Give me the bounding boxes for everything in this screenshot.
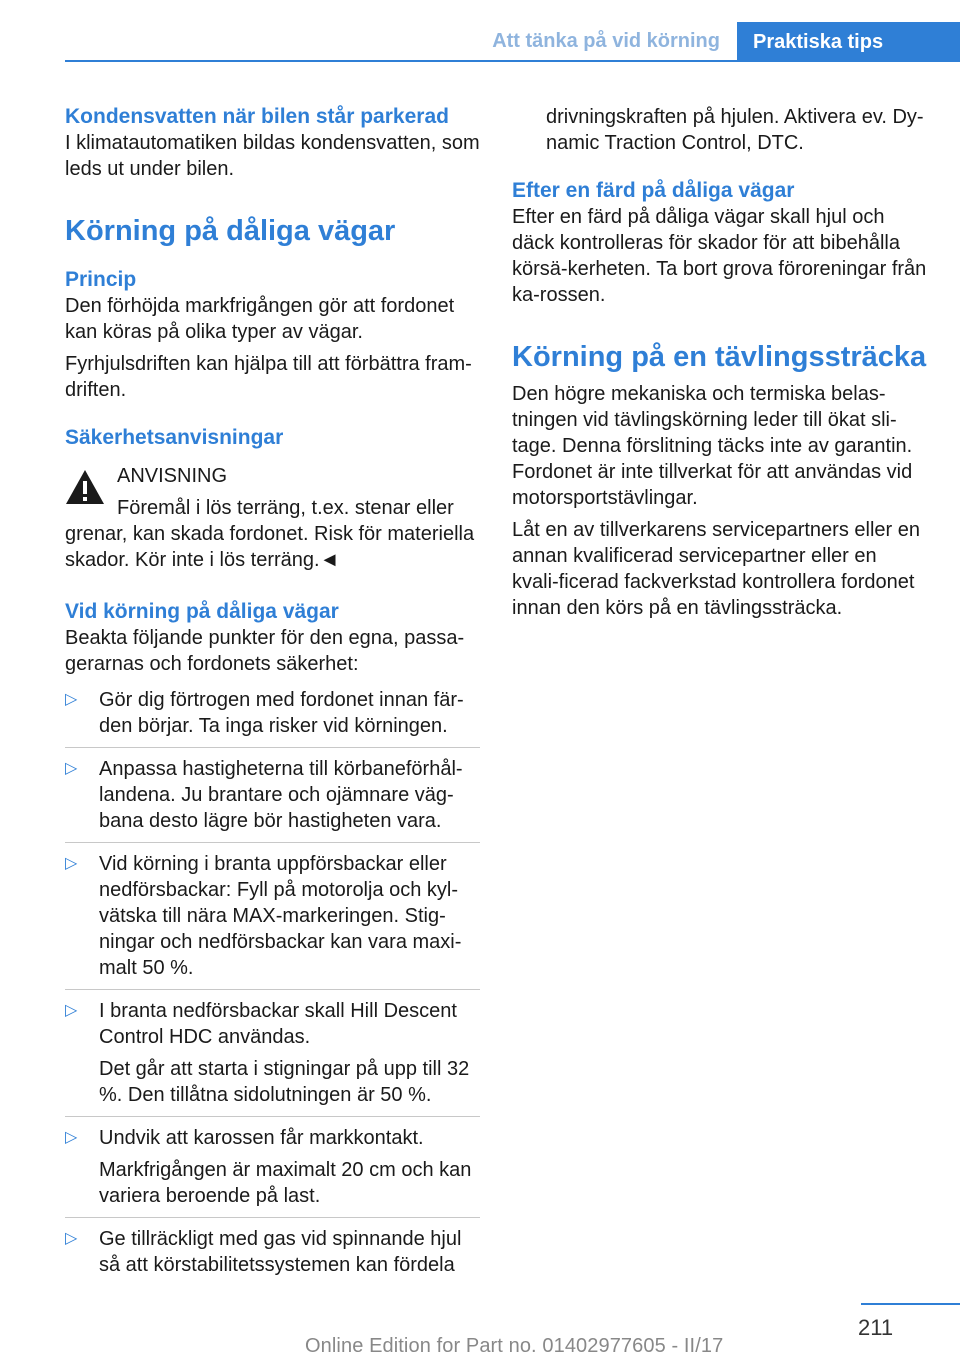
after-text: Efter en färd på dåliga vägar skall hjul och däck kontrolleras för skador för att bibehålla körsä‐kerheten. Ta bort grova föroreningar från ka‐rossen. (512, 206, 927, 306)
list-item-extra: Markfrigången är maximalt 20 cm och kan variera beroende på last. (99, 1159, 472, 1207)
warning-block (65, 463, 480, 573)
list-divider (65, 1217, 480, 1218)
warning-label: ANVISNING (117, 465, 228, 487)
list-divider (65, 989, 480, 990)
list-item-text: Undvik att karossen får markkontakt. (99, 1127, 424, 1149)
principle-heading: Princip (65, 268, 137, 291)
list-item (65, 998, 480, 1108)
continuation-text: drivningskraften på hjulen. Aktivera ev. Dy‐namic Traction Control, DTC. (546, 106, 924, 154)
list-divider (65, 1116, 480, 1117)
condensation-text: I klimatautomatiken bildas kondensvatten, som leds ut under bilen. (65, 132, 480, 180)
page-number-divider (861, 1303, 960, 1305)
list-item-text: Vid körning i branta uppförsbackar eller nedförsbackar: Fyll på motorolja och kyl‐vätska till nära MAX-markeringen. Stig‐ningar och nedförsbackar kan vara maxi‐malt 50 %. (99, 853, 462, 979)
track-heading: Körning på en tävlingssträcka (512, 341, 927, 373)
list-divider (65, 842, 480, 843)
driving-heading: Vid körning på dåliga vägar (65, 600, 339, 623)
track-paragraph-2: Låt en av tillverkarens servicepartners eller en annan kvalificerad servicepartner eller en kvali‐ficerad fackverkstad kontrollera fordonet innan den körs på en tävlingssträcka. (512, 519, 920, 619)
list-divider (65, 747, 480, 748)
bullet-triangle-icon: ▷ (65, 691, 78, 708)
safety-heading: Säkerhetsanvisningar (65, 426, 284, 449)
list-item-text: Ge tillräckligt med gas vid spinnande hjul så att körstabilitetssystemen kan fördela (99, 1228, 462, 1276)
header-section-title: Att tänka på vid körning (492, 30, 720, 52)
main-heading: Körning på dåliga vägar (65, 215, 396, 247)
list-item-text: I branta nedförsbackar skall Hill Descent Control HDC användas. (99, 1000, 457, 1048)
principle-paragraph-1: Den förhöjda markfrigången gör att fordonet kan köras på olika typer av vägar. (65, 295, 455, 343)
bullet-triangle-icon: ▷ (65, 1129, 78, 1146)
list-item-text: Anpassa hastigheterna till körbaneförhål‐landena. Ju brantare och ojämnare väg‐bana desto lägre bör hastigheten vara. (99, 758, 463, 832)
warning-triangle-icon (65, 469, 105, 505)
right-column (512, 104, 927, 621)
list-item (65, 756, 480, 834)
principle-paragraph-2: Fyrhjulsdriften kan hjälpa till att förbättra fram‐driften. (65, 353, 472, 401)
track-paragraph-1: Den högre mekaniska och termiska belas‐tningen vid tävlingskörning leder till ökat sli‐tage. Denna förslitning täcks inte av garantin. Fordonet är inte tillverkat för att användas vid motorsportstävlingar. (512, 383, 913, 509)
bullet-triangle-icon: ▷ (65, 1230, 78, 1247)
list-item (65, 1125, 480, 1209)
bullet-triangle-icon: ▷ (65, 1002, 78, 1019)
page-number: 211 (858, 1315, 894, 1340)
left-column (65, 104, 480, 1278)
list-item (65, 687, 480, 739)
header-tab: Praktiska tips (737, 22, 960, 62)
bullet-triangle-icon: ▷ (65, 760, 78, 777)
after-heading: Efter en färd på dåliga vägar (512, 179, 795, 202)
warning-line-1: Föremål i lös terräng, t.ex. stenar eller (117, 497, 454, 519)
list-item (65, 1226, 480, 1278)
driving-intro: Beakta följande punkter för den egna, passa‐gerarnas och fordonets säkerhet: (65, 627, 465, 675)
condensation-heading: Kondensvatten när bilen står parkerad (65, 105, 449, 128)
list-item-extra: Det går att starta i stigningar på upp till 32 %. Den tillåtna sidolutningen är 50 %. (99, 1058, 470, 1106)
edition-footer: Online Edition for Part no. 01402977605 - II/17 (305, 1335, 724, 1357)
warning-rest: grenar, kan skada fordonet. Risk för materiella skador. Kör inte i lös terräng.◄ (65, 523, 475, 571)
bullet-triangle-icon: ▷ (65, 855, 78, 872)
list-item (65, 851, 480, 981)
header-divider (65, 60, 960, 62)
list-item-text: Gör dig förtrogen med fordonet innan fär‐den börjar. Ta inga risker vid körningen. (99, 689, 464, 737)
